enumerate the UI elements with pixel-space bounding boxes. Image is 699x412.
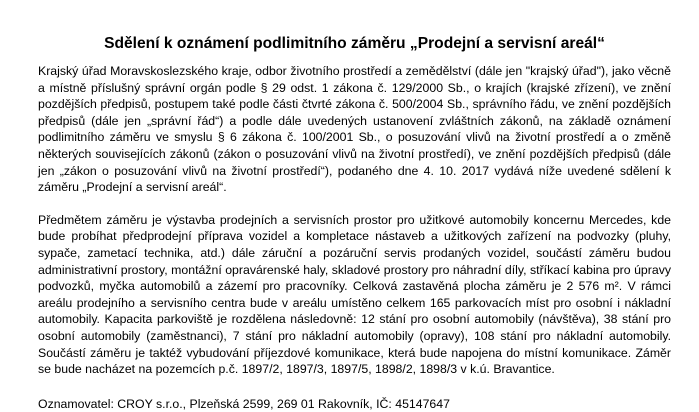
project-description-paragraph: Předmětem záměru je výstavba prodejních a servisních prostor pro užitkové automobily koncernu Mercedes, kde bude probíhat předprodejní příprava vozidel a kompletace nástaveb a užitkových zařízení na podvozky (pluhy, sypače, zametací technika, atd.) dále záruční a pozáruční servis prodaných vozidel, součástí záměru budou administrativní prostory, montážní opravárenské haly, skladové prostory pro náhradní díly, stříkací kabina pro úpravy podvozků, myčka automobilů a zázemí pro pracovníky. Celková zastavěná plocha záměru je 2 576 m². V rámci areálu prodejního a servisního centra bude v areálu umístěno celkem 165 parkovacích míst pro osobní i nákladní automobily. Kapacita parkoviště je rozdělena následovně: 12 stání pro osobní automobily (návštěva), 38 stání pro osobní automobily (zaměstnanci), 7 stání pro nákladní automobily (opravy), 108 stání pro nákladní automobily. Součástí záměru je taktéž vybudování příjezdové komunikace, která bude napojena do místní komunikace. Záměr se bude nacházet na pozemcích p.č. 1897/2, 1897/3, 1897/5, 1898/2, 1898/3 v k.ú. Bravantice. bbox=[38, 212, 671, 377]
document-title: Sdělení k oznámení podlimitního záměru „Prodejní a servisní areál“ bbox=[104, 35, 605, 52]
notifier-line: Oznamovatel: CROY s.r.o., Plzeňská 2599, 269 01 Rakovník, IČ: 45147647 bbox=[38, 396, 450, 411]
intro-paragraph: Krajský úřad Moravskoslezského kraje, odbor životního prostředí a zemědělství (dále jen "krajský úřad"), jako věcně a místně příslušný správní orgán podle § 29 odst. 1 zákona č. 129/2000 Sb., o krajích (krajské zřízení), ve znění pozdějších předpisů, postupem také podle části čtvrté zákona č. 500/2004 Sb., správního řádu, ve znění pozdějších předpisů (dále jen „správní řád“) a podle dále uvedených ustanovení zvláštních zákonů, na základě oznámení podlimitního záměru ve smyslu § 6 zákona č. 100/2001 Sb., o posuzování vlivů na životní prostředí a o změně některých souvisejících zákonů (zákon o posuzování vlivů na životní prostředí), ve znění pozdějších předpisů (dále jen „zákon o posuzování vlivů na životní prostředí“), podaného dne 4. 10. 2017 vydává níže uvedené sdělení k záměru „Prodejní a servisní areál“. bbox=[38, 64, 671, 195]
